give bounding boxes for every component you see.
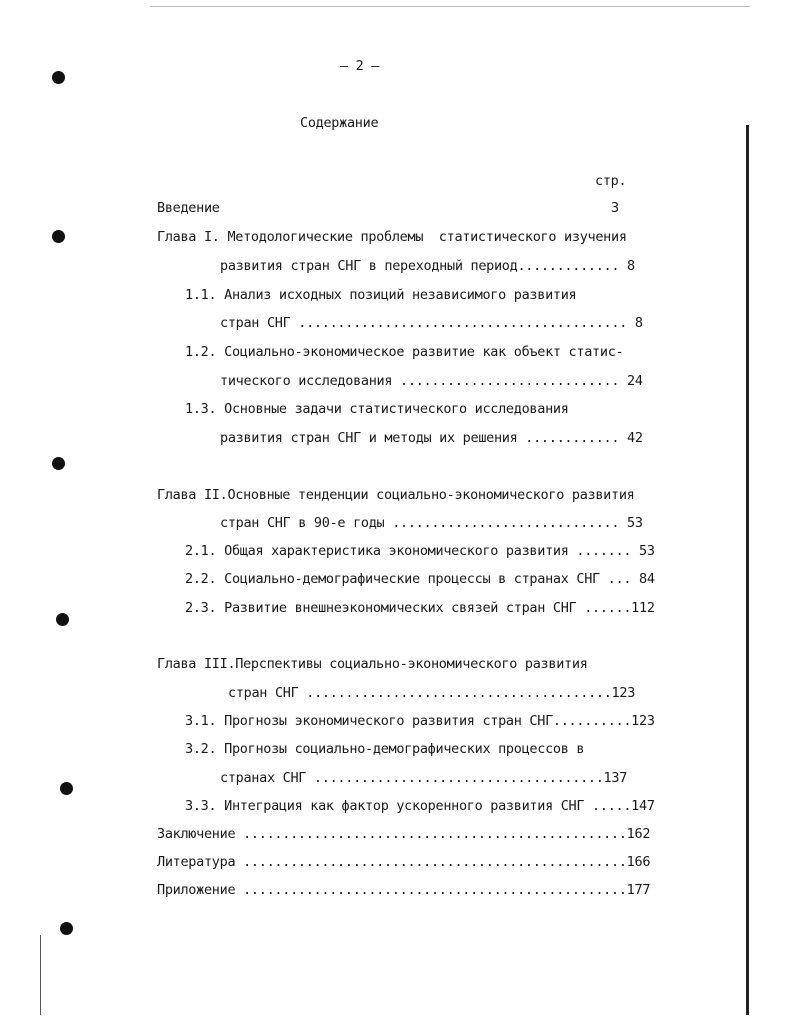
toc-line: тического исследования ............................ 24 xyxy=(220,373,643,389)
toc-line: развития стран СНГ в переходный период............. 8 xyxy=(220,258,635,274)
binder-hole xyxy=(60,922,73,935)
toc-line: стран СНГ в 90-е годы ............................. 53 xyxy=(220,515,643,531)
toc-line: стран СНГ .......................................123 xyxy=(228,685,636,701)
toc-line: 3.3. Интеграция как фактор ускоренного развития СНГ .....147 xyxy=(185,798,655,814)
toc-line: 1.3. Основные задачи статистического исследования xyxy=(185,401,569,417)
toc-line: стран СНГ .......................................... 8 xyxy=(220,315,643,331)
binder-hole xyxy=(56,613,69,626)
page-title: Содержание xyxy=(300,115,379,131)
scan-edge-line-top xyxy=(150,6,750,7)
toc-line: странах СНГ .....................................137 xyxy=(220,770,628,786)
toc-page: 3 xyxy=(611,200,619,216)
page-column-header: стр. xyxy=(595,173,627,189)
scan-edge-line-right xyxy=(746,125,749,1015)
toc-line: Глава I. Методологические проблемы статистического изучения xyxy=(157,229,627,245)
page-number: – 2 – xyxy=(340,58,380,74)
toc-line: Глава II.Основные тенденции социально-экономического развития xyxy=(157,487,635,503)
toc-line: развития стран СНГ и методы их решения ............ 42 xyxy=(220,430,643,446)
toc-line: 2.1. Общая характеристика экономического развития ....... 53 xyxy=(185,543,655,559)
toc-line: Глава III.Перспективы социально-экономического развития xyxy=(157,656,588,672)
toc-line: 2.3. Развитие внешнеэкономических связей стран СНГ ......112 xyxy=(185,600,655,616)
scan-edge-line-left xyxy=(40,935,41,1015)
binder-hole xyxy=(52,230,65,243)
toc-line: 3.1. Прогнозы экономического развития стран СНГ..........123 xyxy=(185,713,655,729)
toc-line: Литература .................................................166 xyxy=(157,854,651,870)
toc-line: 1.2. Социально-экономическое развитие как объект статис- xyxy=(185,344,624,360)
toc-line: 2.2. Социально-демографические процессы в странах СНГ ... 84 xyxy=(185,571,655,587)
toc-line: Приложение .................................................177 xyxy=(157,882,651,898)
toc-line: 1.1. Анализ исходных позиций независимого развития xyxy=(185,287,577,303)
toc-line: Введение xyxy=(157,200,220,216)
binder-hole xyxy=(52,457,65,470)
binder-hole xyxy=(52,71,65,84)
toc-line: 3.2. Прогнозы социально-демографических процессов в xyxy=(185,741,585,757)
binder-hole xyxy=(60,782,73,795)
toc-line: Заключение .................................................162 xyxy=(157,826,651,842)
